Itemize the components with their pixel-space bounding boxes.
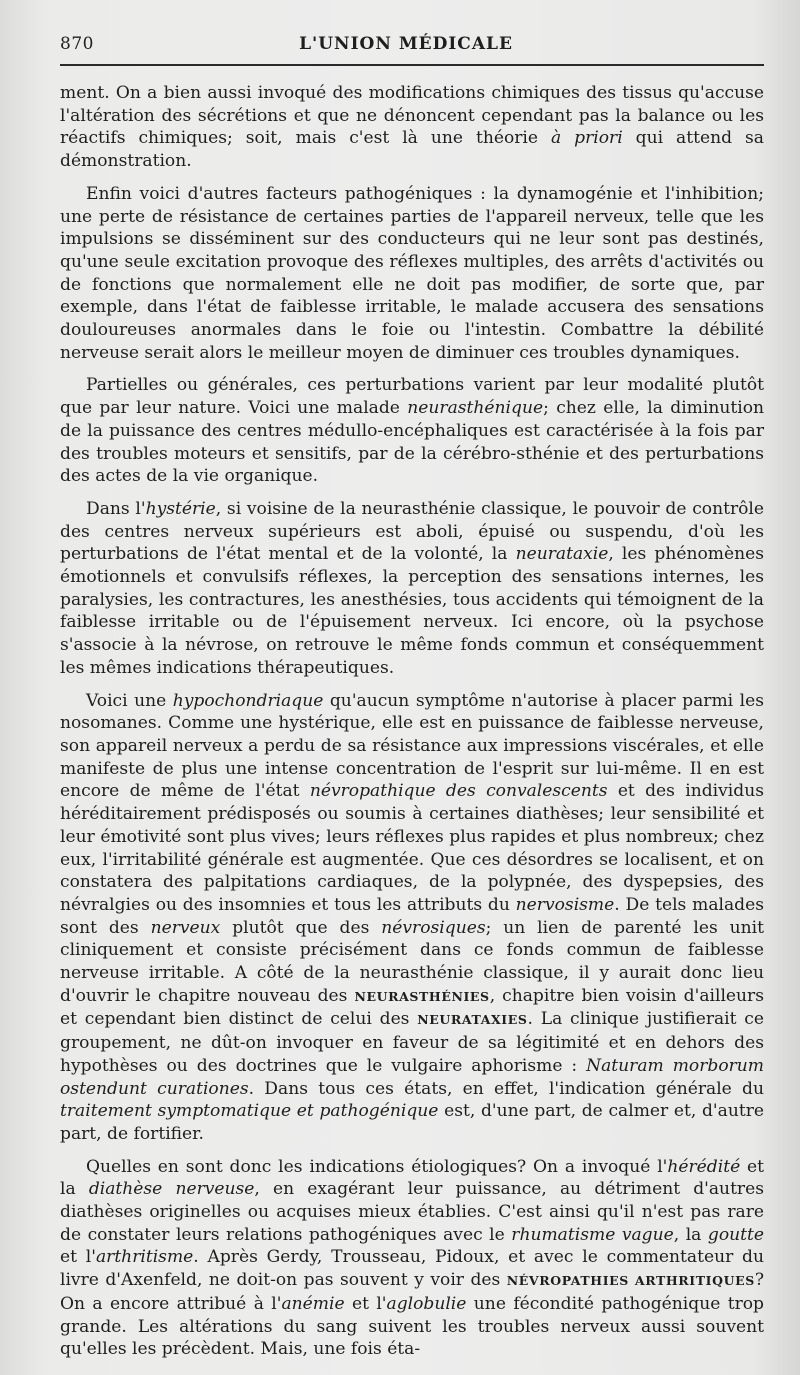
paragraph <box>60 374 764 488</box>
paragraph <box>60 82 764 173</box>
text-run: et des individus héréditairement prédisposés ou soumis à certaines diathèses; leur sensibilité et leur émotivité sont plus vives; leurs réflexes plus rapides et plus nombreux; chez eux, l'irritabilité générale est augmentée. Que ces désordres se localisent, et on constatera des palpitations cardiaques, de la polypnée, des dyspepsies, des névralgies ou des insomnies et tous les attributs du <box>60 781 764 915</box>
italic-term: neurataxie <box>515 544 609 565</box>
italic-term: nervosisme <box>515 894 615 915</box>
text-run: et l' <box>60 1247 96 1268</box>
paragraph <box>60 690 764 1146</box>
text-run: Enfin voici d'autres facteurs pathogéniques : la dynamogénie et l'inhibition; une perte de résistance de certaines parties de l'appareil nerveux, telle que les impulsions se disséminent sur des conducteurs qui ne leur sont pas destinés, qu'une seule excitation provoque des réflexes multiples, des arrêts d'activités ou de fonctions que normalement elle ne doit pas modifier, de sorte que, par exemple, dans l'état de faiblesse irritable, le malade accusera des sensations douloureuses anormales dans le foie ou l'intestin. Combattre la débilité nerveuse serait alors le meilleur moyen de diminuer ces troubles dynamiques. <box>60 183 764 363</box>
running-header <box>60 34 752 60</box>
italic-term: diathèse nerveuse <box>88 1179 255 1200</box>
small-caps-term: NÉVROPATHIES ARTHRITIQUES <box>506 1273 755 1289</box>
italic-term: arthritisme <box>95 1247 194 1268</box>
italic-term: goutte <box>707 1224 764 1245</box>
text-run: et l' <box>344 1293 387 1314</box>
text-run: . La clinique justifierait ce groupement, ne dût-on invoquer en faveur de sa légitimité et en dehors des hypothèses ou des doctrines que le vulgaire aphorisme : <box>60 1009 764 1076</box>
italic-term: neurasthénique <box>407 398 544 419</box>
text-run: ; chez elle, la diminution de la puissance des centres médullo-encéphaliques est caractérisée à la fois par des troubles moteurs et sensitifs, par de la cérébro-sthénie et des perturbations des actes de la vie organique. <box>60 398 764 487</box>
small-caps-term: NEURASTHÉNIES <box>354 988 490 1004</box>
italic-term: aglobulie <box>386 1293 467 1314</box>
italic-term: traitement symptomatique et pathogénique <box>60 1101 439 1122</box>
text-run: Voici une <box>86 690 173 711</box>
text-run: ? On a encore attribué à l' <box>60 1270 764 1314</box>
italic-term: à priori <box>550 128 623 149</box>
italic-term: névrosiques <box>381 917 486 938</box>
text-run: . Après Gerdy, Trousseau, Pidoux, et avec le commentateur du livre d'Axenfeld, ne doit-on pas souvent y voir des <box>60 1247 765 1291</box>
italic-term: névropathique des convalescents <box>309 781 608 802</box>
text-run: , la <box>673 1224 708 1245</box>
italic-term: Naturam morborum ostendunt curationes <box>60 1055 764 1099</box>
header-rule <box>60 64 764 66</box>
italic-term: anémie <box>281 1293 345 1314</box>
paragraph <box>60 183 764 365</box>
text-run: Partielles ou générales, ces perturbations varient par leur modalité plutôt que par leur nature. Voici une malade <box>60 375 764 419</box>
italic-term: nerveux <box>150 917 221 938</box>
italic-term: hystérie <box>145 498 216 519</box>
text-run: est, d'une part, de calmer et, d'autre part, de fortifier. <box>60 1101 764 1144</box>
page-number: 870 <box>60 34 94 54</box>
text-run: ment. On a bien aussi invoqué des modifications chimiques des tissus qu'accuse l'altération des sécrétions et que ne dénoncent cependant pas la balance ou les réactifs chimiques; soit, mais c'est là une théorie <box>60 83 764 149</box>
text-run: qu'aucun symptôme n'autorise à placer parmi les nosomanes. Comme une hystérique, elle est en puissance de faiblesse nerveuse, son appareil nerveux a perdu de sa résistance aux impressions viscérales, et elle manifeste de plus une intense concentration de l'esprit sur lui-même. Il en est encore de même de l'état <box>60 690 764 802</box>
text-run: . De tels malades sont des <box>60 894 765 938</box>
italic-term: rhumatisme vague <box>511 1224 674 1245</box>
text-run: qui attend sa démonstration. <box>60 128 764 172</box>
text-run: ; un lien de parenté les unit cliniquement et consiste précisément dans ce fonds commun de faiblesse nerveuse irritable. A côté de la neurasthénie classique, il y aurait donc lieu d'ouvrir le chapitre nouveau des <box>60 917 765 1006</box>
text-run: , chapitre bien voisin d'ailleurs et cependant bien distinct de celui des <box>60 985 764 1030</box>
italic-term: hypochondriaque <box>172 690 324 711</box>
text-run: plutôt que des <box>220 917 382 938</box>
text-run: une fécondité pathogénique trop grande. Les altérations du sang suivent les troubles nerveux aussi souvent qu'elles les précèdent. Mais, une fois éta- <box>60 1293 764 1360</box>
journal-title: L'UNION MÉDICALE <box>299 34 513 54</box>
text-run: et la <box>60 1156 765 1200</box>
text-run: Quelles en sont donc les indications étiologiques? On a invoqué l' <box>86 1156 668 1177</box>
text-run: , en exagérant leur puissance, au détriment d'autres diathèses originelles ou acquises mieux établies. C'est ainsi qu'il n'est pas rare de constater leurs relations pathogéniques avec le <box>60 1179 764 1245</box>
body-text <box>60 82 764 1371</box>
text-run: Dans l' <box>86 498 146 519</box>
italic-term: hérédité <box>667 1156 741 1177</box>
paragraph <box>60 498 764 680</box>
text-run: , les phénomènes émotionnels et convulsifs réflexes, la perception des sensations internes, les paralysies, les contractures, les anesthésies, tous accidents qui témoignent de la faiblesse irritable ou de l'épuisement nerveux. Ici encore, où la psychose s'associe à la névrose, on retrouve le même fonds commun et conséquemment les mêmes indications thérapeutiques. <box>60 544 764 678</box>
text-run: . Dans tous ces états, en effet, l'indication générale du <box>248 1078 764 1099</box>
small-caps-term: NEURATAXIES <box>417 1012 528 1028</box>
paragraph <box>60 1156 764 1361</box>
text-run: , si voisine de la neurasthénie classique, le pouvoir de contrôle des centres nerveux supérieurs est aboli, épuisé ou suspendu, d'où les perturbations de l'état mental et de la volonté, la <box>60 498 764 565</box>
